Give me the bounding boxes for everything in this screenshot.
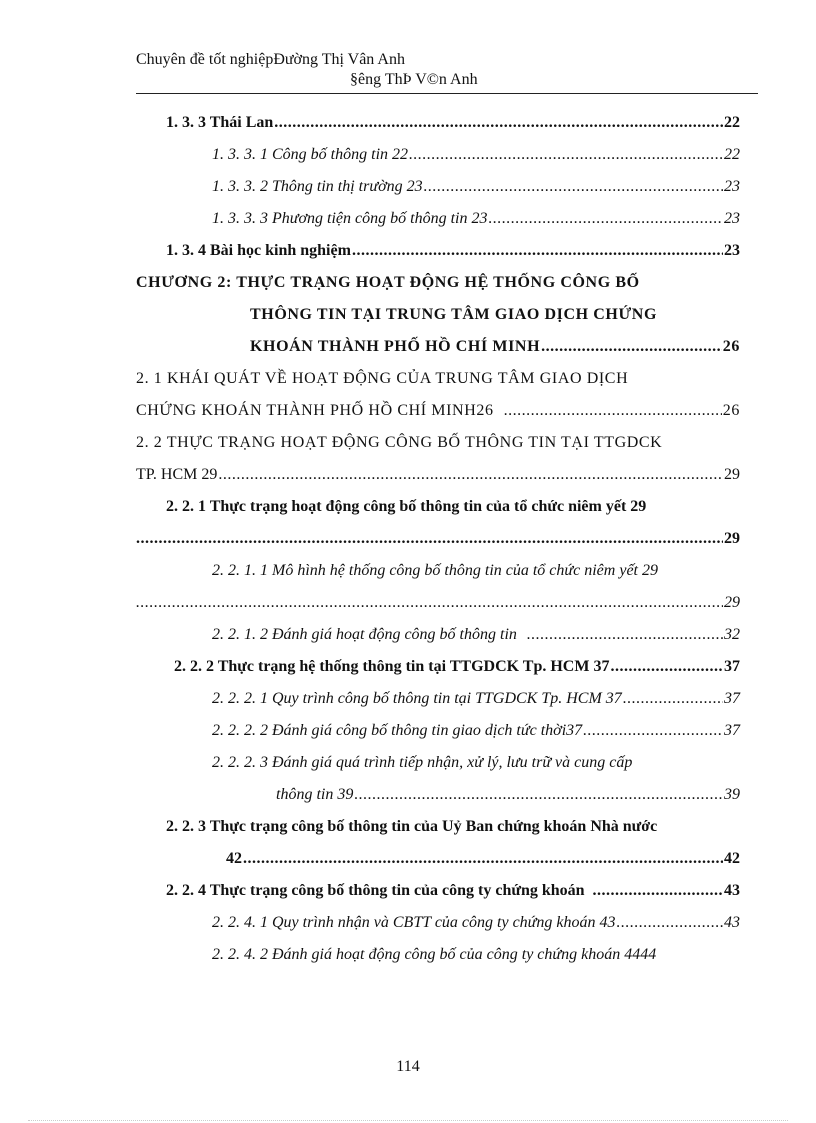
toc-entry-title: 2. 2. 4. 1 Quy trình nhận và CBTT của công ty chứng khoán 43 xyxy=(212,914,616,931)
toc-page-number: 23 xyxy=(724,210,740,227)
toc-leader xyxy=(504,402,722,420)
toc-entry-title: 1. 3. 3. 3 Phương tiện công bố thông tin 23 xyxy=(212,210,488,227)
toc-page-number: 26 xyxy=(722,338,740,355)
toc-leader xyxy=(136,594,723,612)
section-2-2-1-1-title: 2. 2. 1. 1 Mô hình hệ thống công bố thông tin của tổ chức niêm yết 29 xyxy=(212,562,658,579)
toc-page-number: 43 xyxy=(724,882,740,899)
toc-entry xyxy=(212,146,740,164)
toc-leader xyxy=(541,338,722,356)
chapter-2-title-line-2: THÔNG TIN TẠI TRUNG TÂM GIAO DỊCH CHỨNG xyxy=(250,306,658,323)
page-number: 114 xyxy=(396,1058,420,1075)
toc-entry-title: 1. 3. 4 Bài học kinh nghiệm xyxy=(166,242,351,259)
toc-page-number: 23 xyxy=(724,242,740,259)
section-2-2-title-line-1: 2. 2 THỰC TRẠNG HOẠT ĐỘNG CÔNG BỐ THÔNG TIN TẠI TTGDCK xyxy=(136,434,663,451)
toc-page-number: 29 xyxy=(724,530,740,547)
toc-entry-title: 2. 2. 4. 2 Đánh giá hoạt động công bố của công ty chứng khoán 4444 xyxy=(212,946,657,963)
header-line-1: Chuyên đề tốt nghiệpĐường Thị Vân Anh xyxy=(136,51,405,68)
toc-entry-title: 1. 3. 3. 1 Công bố thông tin 22 xyxy=(212,146,409,163)
page-header xyxy=(136,50,758,90)
toc-page-number: 32 xyxy=(724,626,740,643)
toc-entry-title: 2. 2. 2 Thực trạng hệ thống thông tin tại TTGDCK Tp. HCM 37 xyxy=(174,658,610,675)
header-rule xyxy=(136,93,758,94)
toc-page-number: 29 xyxy=(724,594,740,611)
toc-entry xyxy=(174,658,740,676)
toc-entry-title: 2. 2. 2. 2 Đánh giá công bố thông tin giao dịch tức thời37 xyxy=(212,722,583,739)
toc-entry xyxy=(250,338,740,356)
toc-leader xyxy=(527,626,723,644)
toc-entry xyxy=(226,850,740,868)
toc-leader xyxy=(488,210,723,228)
toc-leader xyxy=(409,146,723,164)
toc-page-number: 29 xyxy=(724,466,740,483)
toc-leader xyxy=(593,882,723,900)
toc-leader xyxy=(274,114,723,132)
chapter-2-title-line-1: CHƯƠNG 2: THỰC TRẠNG HOẠT ĐỘNG HỆ THỐNG CÔNG BỐ xyxy=(136,274,640,291)
toc-page-number: 42 xyxy=(724,850,740,867)
toc-leader xyxy=(352,242,723,260)
chapter-2-title-line-3: KHOÁN THÀNH PHỐ HỒ CHÍ MINH xyxy=(250,338,541,355)
toc-page-number: 23 xyxy=(724,178,740,195)
toc-leader xyxy=(424,178,723,196)
toc-entry xyxy=(276,786,740,804)
toc-page-number: 22 xyxy=(724,146,740,163)
toc-leader xyxy=(218,466,723,484)
toc-page-number: 43 xyxy=(724,914,740,931)
toc-entry-title: 2. 2. 2. 1 Quy trình công bố thông tin tại TTGDCK Tp. HCM 37 xyxy=(212,690,622,707)
toc-entry xyxy=(212,914,740,932)
header-line-2: §êng ThÞ V©n Anh xyxy=(350,71,478,88)
section-2-2-title-line-2: TP. HCM 29 xyxy=(136,466,218,483)
section-2-2-2-3-title-line-1: 2. 2. 2. 3 Đánh giá quá trình tiếp nhận, xử lý, lưu trữ và cung cấp xyxy=(212,754,633,771)
toc-entry xyxy=(166,242,740,260)
toc-entry xyxy=(136,594,740,612)
section-2-2-3-title-line-2: 42 xyxy=(226,850,242,867)
toc-leader xyxy=(623,690,723,708)
toc-entry xyxy=(212,210,740,228)
toc-entry-title: 1. 3. 3. 2 Thông tin thị trường 23 xyxy=(212,178,423,195)
section-2-2-2-3-title-line-2: thông tin 39 xyxy=(276,786,354,803)
toc-page-number: 37 xyxy=(724,690,740,707)
section-2-2-1-title: 2. 2. 1 Thực trạng hoạt động công bố thông tin của tổ chức niêm yết 29 xyxy=(166,498,647,515)
toc-entry xyxy=(136,466,740,484)
toc-leader xyxy=(243,850,723,868)
toc-page-number: 22 xyxy=(724,114,740,131)
toc-entry xyxy=(212,690,740,708)
toc-leader xyxy=(136,530,723,548)
toc-entry xyxy=(212,178,740,196)
toc-page-number: 37 xyxy=(724,722,740,739)
toc-leader xyxy=(617,914,723,932)
toc-page-number: 37 xyxy=(724,658,740,675)
toc-entry xyxy=(136,530,740,548)
toc-leader xyxy=(610,658,723,676)
toc-entry xyxy=(212,722,740,740)
toc-page-number: 26 xyxy=(722,402,740,419)
toc-entry xyxy=(212,626,740,644)
toc-entry xyxy=(136,402,740,420)
toc-entry xyxy=(166,114,740,132)
toc-entry-title: 2. 2. 1. 2 Đánh giá hoạt động công bố thông tin xyxy=(212,626,517,643)
toc-entry xyxy=(166,882,740,900)
toc-leader xyxy=(583,722,723,740)
section-2-1-title-line-2: CHỨNG KHOÁN THÀNH PHỐ HỒ CHÍ MINH26 xyxy=(136,402,494,419)
section-2-2-3-title-line-1: 2. 2. 3 Thực trạng công bố thông tin của Uỷ Ban chứng khoán Nhà nước xyxy=(166,818,658,835)
toc-leader xyxy=(354,786,723,804)
toc-entry-title: 2. 2. 4 Thực trạng công bố thông tin của công ty chứng khoán xyxy=(166,882,585,899)
toc-entry-title: 1. 3. 3 Thái Lan xyxy=(166,114,274,131)
toc-page-number: 39 xyxy=(724,786,740,803)
page-bottom-divider xyxy=(28,1120,788,1121)
section-2-1-title-line-1: 2. 1 KHÁI QUÁT VỀ HOẠT ĐỘNG CỦA TRUNG TÂM GIAO DỊCH xyxy=(136,370,629,387)
